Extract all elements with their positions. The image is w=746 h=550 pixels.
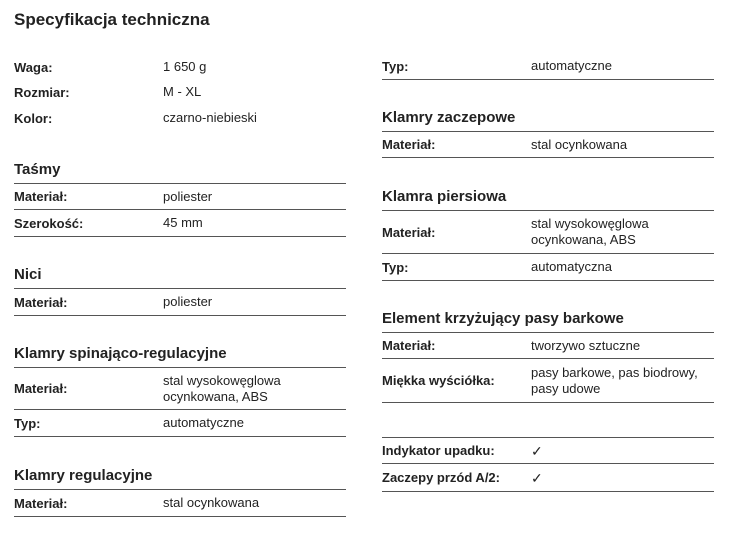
- spec-label: Kolor:: [14, 110, 53, 126]
- spec-value: tworzywo sztuczne: [531, 337, 641, 353]
- spec-row-material: [382, 211, 714, 254]
- spec-label: Szerokość:: [14, 215, 84, 231]
- spec-label: Rozmiar:: [14, 84, 70, 100]
- spec-row-wysciolka: [382, 359, 714, 403]
- section-heading-klamry-spinajaco: Klamry spinająco-regulacyjne: [14, 334, 346, 368]
- section-heading-klamra-piersiowa: Klamra piersiowa: [382, 177, 714, 211]
- spec-label: Typ:: [14, 415, 41, 431]
- section-heading-tasmy: Taśmy: [14, 150, 346, 184]
- section-heading-element: Element krzyżujący pasy barkowe: [382, 299, 714, 333]
- spec-value: automatyczna: [531, 259, 612, 274]
- spec-row-indykator: [382, 438, 714, 464]
- spec-value: M - XL: [163, 84, 202, 99]
- spec-label: Indykator upadku:: [382, 443, 495, 458]
- spec-row-waga: [14, 56, 346, 78]
- spec-value: poliester: [163, 188, 213, 204]
- spec-row-material: [14, 184, 346, 210]
- spec-label: Zaczepy przód A/2:: [382, 470, 500, 485]
- spec-value: czarno-niebieski: [163, 110, 257, 125]
- section-heading-nici: Nici: [14, 256, 346, 289]
- spec-value: 1 650 g: [163, 59, 207, 74]
- spec-value: 45 mm: [163, 215, 203, 230]
- check-icon: ✓: [531, 442, 543, 459]
- section-heading-klamry-zaczepowe: Klamry zaczepowe: [382, 98, 714, 132]
- spec-row-typ: [382, 53, 714, 80]
- spec-value: pasy barkowe, pas biodrowy, pasy udowe: [531, 364, 698, 396]
- section-heading-klamry-regulacyjne: Klamry regulacyjne: [14, 456, 346, 490]
- spec-label: Materiał:: [14, 294, 68, 310]
- spec-value: stal ocynkowana: [531, 136, 628, 152]
- check-icon: ✓: [531, 469, 543, 486]
- spec-label: Waga:: [14, 59, 53, 75]
- spec-row-rozmiar: [14, 81, 346, 103]
- page-title: Specyfikacja techniczna: [14, 10, 210, 29]
- spec-label: Materiał:: [14, 189, 68, 204]
- spec-row-material: [14, 289, 346, 316]
- spec-row-material: [14, 490, 346, 517]
- spec-row-material: [14, 368, 346, 410]
- spec-value: stal ocynkowana: [163, 495, 260, 510]
- spec-label: Materiał:: [382, 224, 436, 240]
- spec-value: stal wysokowęglowa ocynkowana, ABS: [163, 372, 281, 404]
- spec-label: Materiał:: [382, 338, 436, 353]
- spec-row-typ: [14, 410, 346, 437]
- spec-row-typ: [382, 254, 714, 281]
- spec-label: Typ:: [382, 58, 409, 74]
- spec-value: poliester: [163, 294, 213, 309]
- spec-label: Materiał:: [382, 137, 436, 152]
- spec-row-material: [382, 333, 714, 359]
- spec-value: automatyczne: [531, 58, 612, 73]
- spec-row-kolor: [14, 107, 346, 129]
- spec-label: Materiał:: [14, 495, 68, 511]
- spec-value: stal wysokowęglowa ocynkowana, ABS: [531, 216, 649, 247]
- spec-row-szerokosc: [14, 210, 346, 237]
- spec-label: Materiał:: [14, 381, 68, 396]
- spec-label: Miękka wyściółka:: [382, 373, 495, 388]
- spec-row-zaczepy: [382, 464, 714, 492]
- spec-value: automatyczne: [163, 415, 244, 430]
- spec-row-material: [382, 132, 714, 158]
- spec-label: Typ:: [382, 259, 409, 275]
